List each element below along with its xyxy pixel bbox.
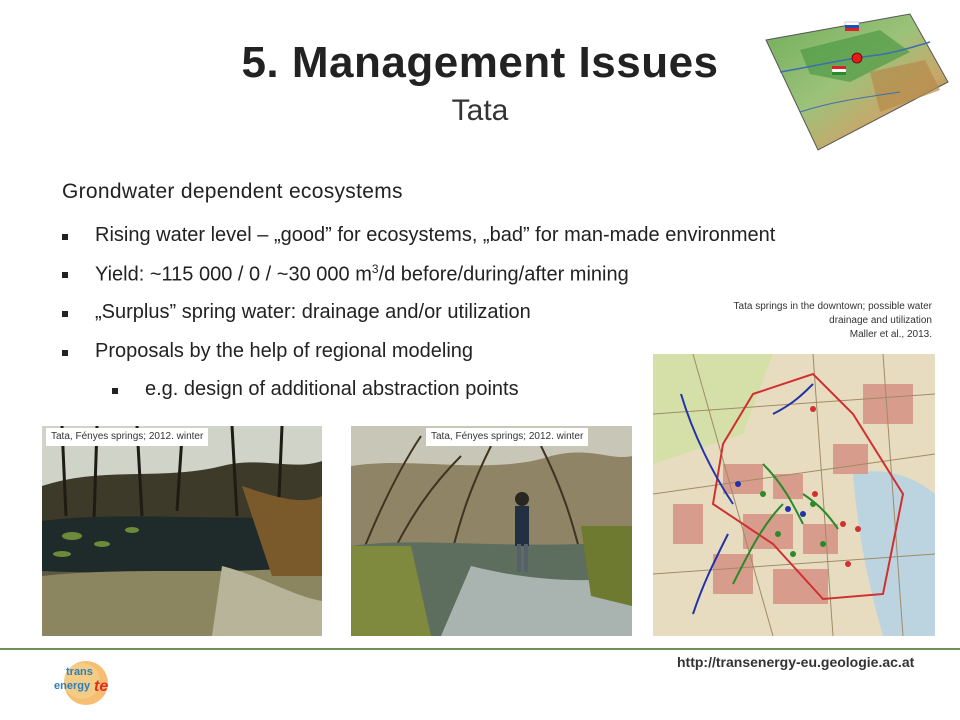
bullet-item <box>95 262 629 287</box>
map-caption-line: drainage and utilization <box>829 315 932 326</box>
footer-divider <box>0 648 960 650</box>
photo-fenyes-springs-2 <box>351 426 632 636</box>
bullet-text: „Surplus” spring water: drainage and/or utilization <box>95 301 531 323</box>
bullet-text-pre: Yield: ~115 000 / 0 / ~30 000 m <box>95 263 372 286</box>
map-caption-line: Maller et al., 2013. <box>849 329 932 340</box>
footer-url: http://transenergy-eu.geologie.ac.at <box>677 654 915 670</box>
bullet-marker <box>62 234 68 240</box>
bullet-text-post: /d before/during/after mining <box>378 263 629 286</box>
bullet-text: Rising water level – „good” for ecosystems, „bad” for man-made environment <box>95 224 776 246</box>
map-caption-line: Tata springs in the downtown; possible water <box>733 301 932 312</box>
map-caption <box>640 300 932 342</box>
logo-text-trans: trans <box>66 666 93 678</box>
bullet-marker <box>62 350 68 356</box>
bullet-marker <box>62 272 68 278</box>
photo2-caption: Tata, Fényes springs; 2012. winter <box>426 428 588 446</box>
transenergy-logo <box>44 655 124 710</box>
photo1-caption: Tata, Fényes springs; 2012. winter <box>46 428 208 446</box>
bullet-item <box>95 301 531 324</box>
section-heading: Grondwater dependent ecosystems <box>62 180 403 203</box>
bullet-item <box>95 224 775 247</box>
relief-map-image <box>760 12 950 152</box>
bullet-item <box>95 340 473 363</box>
slide-title: 5. Management Issues <box>241 38 719 87</box>
sub-bullet-item <box>145 378 519 401</box>
bullet-superscript: 3 <box>371 262 379 276</box>
bullet-text: e.g. design of additional abstraction points <box>145 378 519 400</box>
bullet-text: Proposals by the help of regional modeling <box>95 340 474 362</box>
tata-springs-map <box>653 354 935 636</box>
logo-mark-te: te <box>94 678 109 695</box>
slide-subtitle: Tata <box>451 94 509 127</box>
bullet-marker <box>62 311 68 317</box>
photo-fenyes-springs-1 <box>42 426 322 636</box>
logo-text-energy: energy <box>54 680 91 692</box>
bullet-marker <box>112 388 118 394</box>
